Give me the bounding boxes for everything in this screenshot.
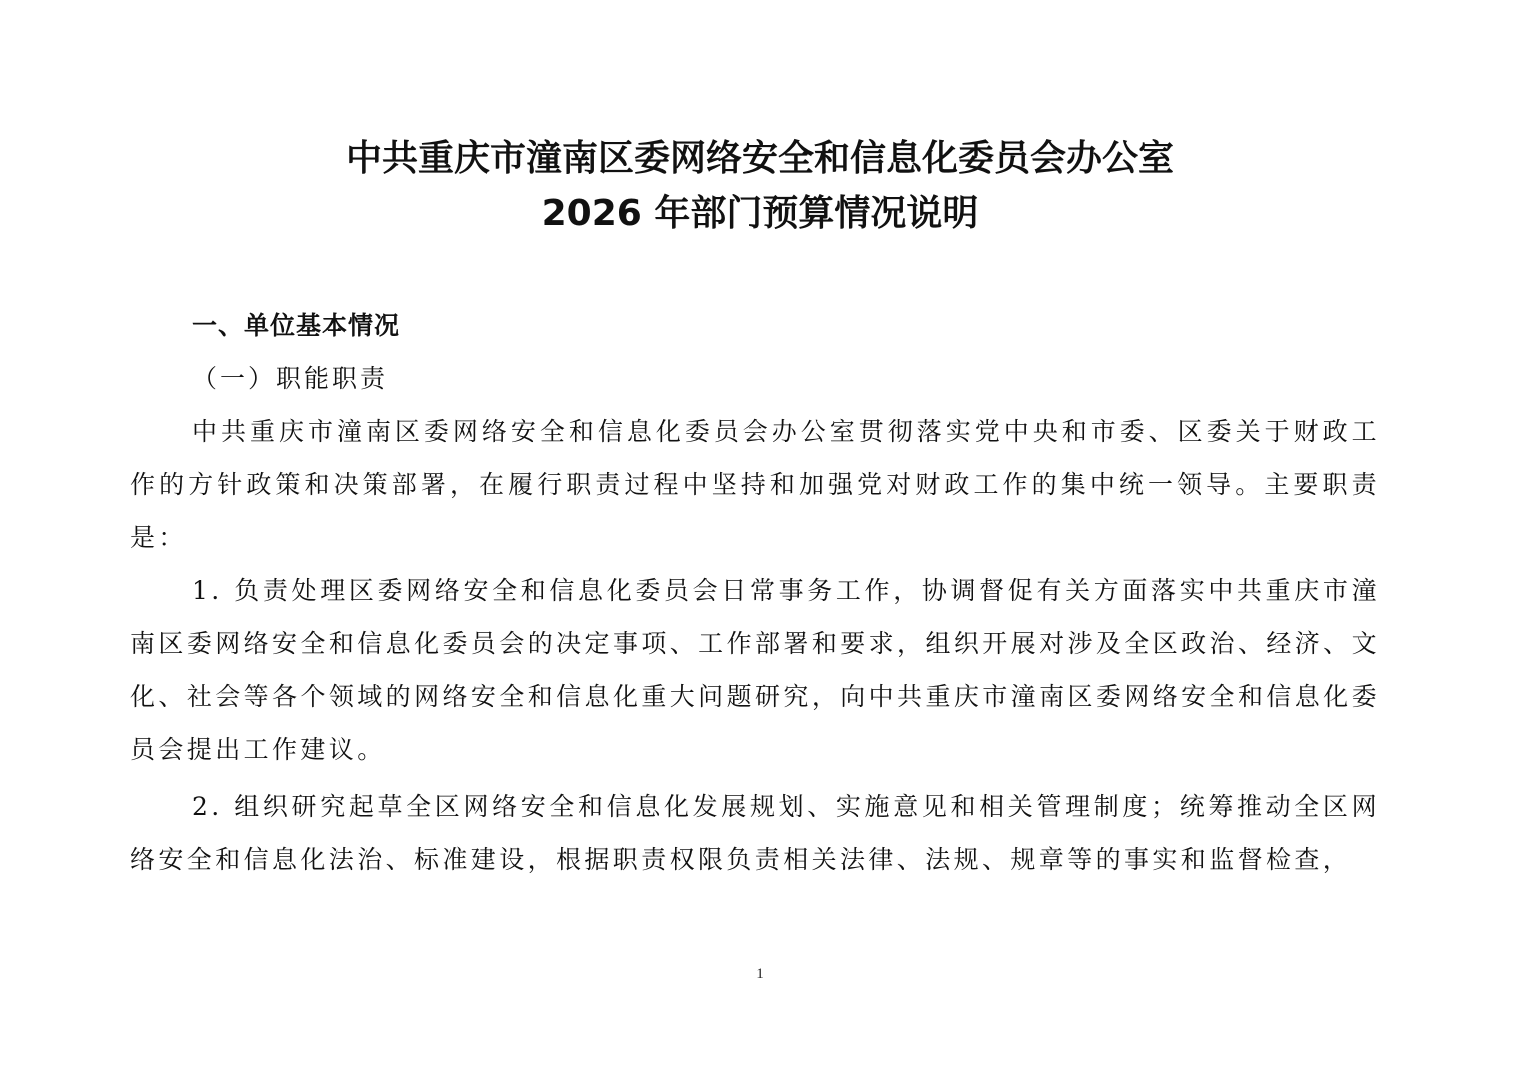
document-title-line2: 2026 年部门预算情况说明 [541, 193, 979, 234]
document-title-line1: 中共重庆市潼南区委网络安全和信息化委员会办公室 [345, 138, 1174, 179]
duty-item-1: 1. 负责处理区委网络安全和信息化委员会日常事务工作，协调督促有关方面落实中共重庆市潼南区委网络安全和信息化委员会的决定事项、工作部署和要求，组织开展对涉及全区政治、经济、文化、社会等各个领域的网络安全和信息化重大问题研究，向中共重庆市潼南区委网络安全和信息化委员会提出工作建议。 [130, 576, 1380, 764]
document-body [130, 299, 1380, 886]
duty-item-2: 2. 组织研究起草全区网络安全和信息化发展规划、实施意见和相关管理制度；统筹推动全区网络安全和信息化法治、标准建设，根据职责权限负责相关法律、法规、规章等的事实和监督检查， [130, 792, 1380, 874]
intro-paragraph: 中共重庆市潼南区委网络安全和信息化委员会办公室贯彻落实党中央和市委、区委关于财政工作的方针政策和决策部署，在履行职责过程中坚持和加强党对财政工作的集中统一领导。主要职责是： [130, 417, 1380, 552]
subsection-heading: （一）职能职责 [192, 364, 389, 393]
section-heading: 一、单位基本情况 [192, 311, 401, 340]
page-number: 1 [756, 966, 764, 982]
